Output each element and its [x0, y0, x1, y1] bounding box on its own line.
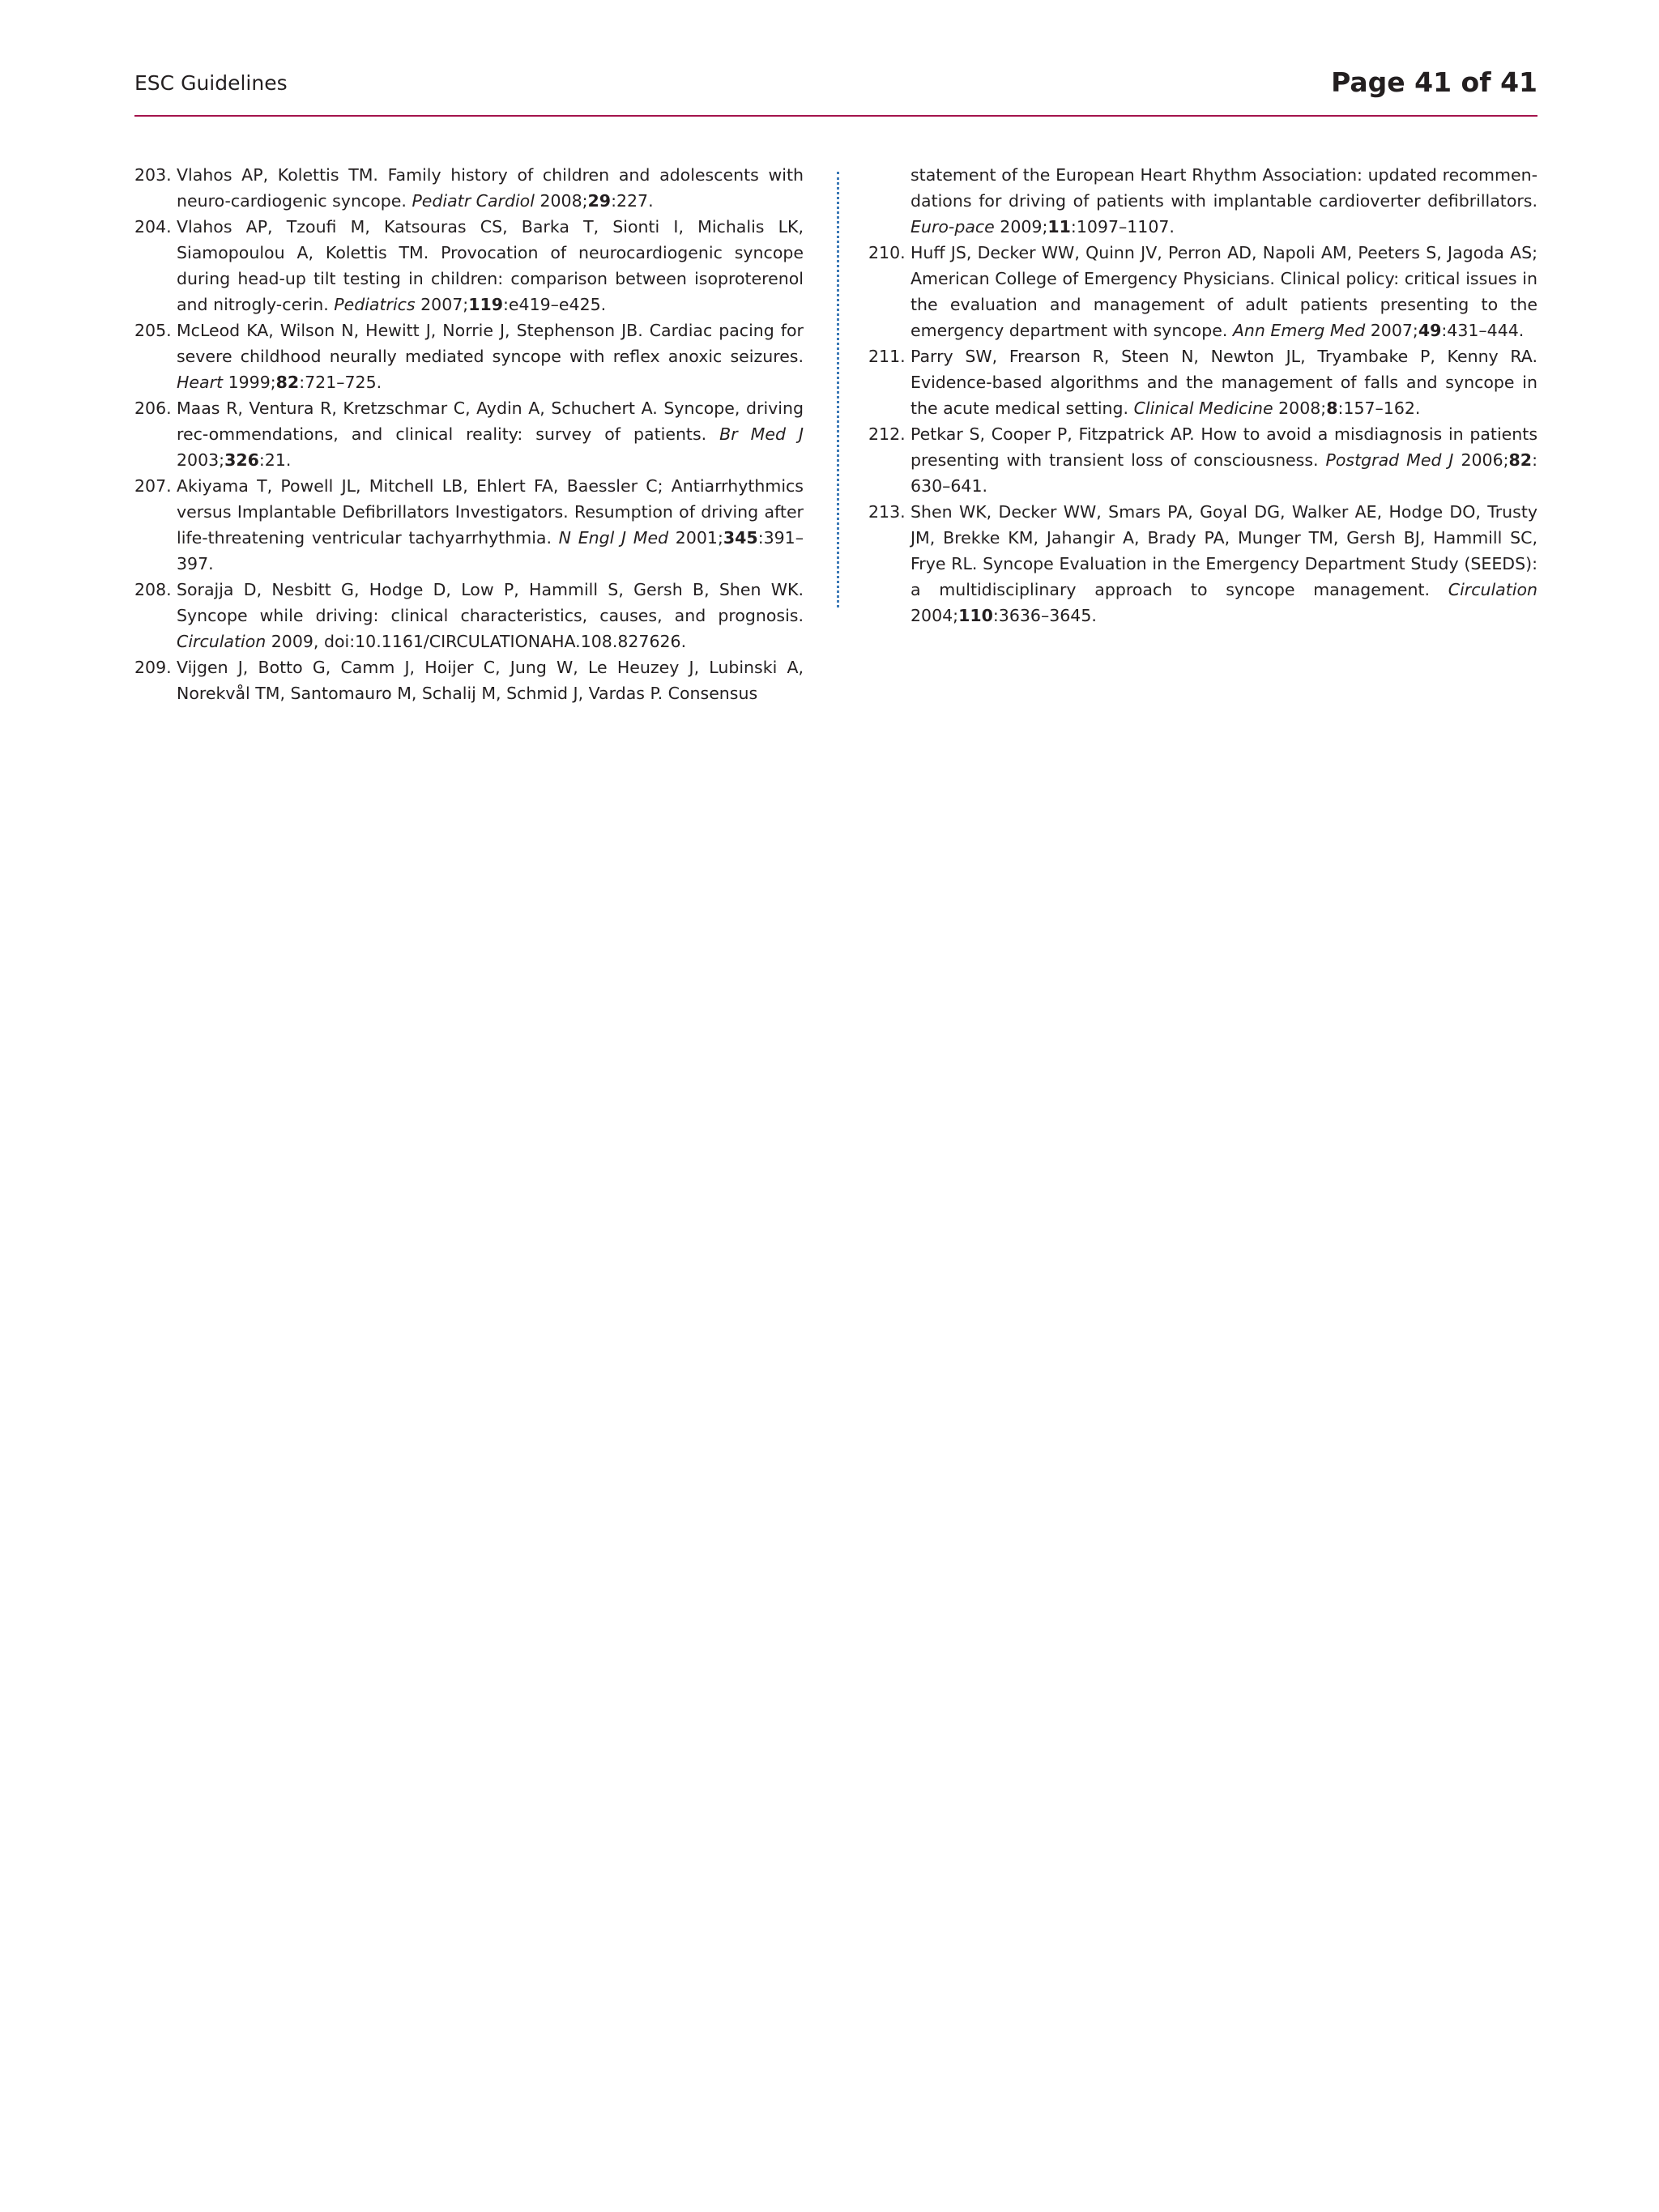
reference-number: 205. [134, 321, 172, 340]
reference-number: 210. [868, 243, 906, 262]
reference-year: 2007; [1365, 321, 1418, 340]
reference-year: 2003; [177, 450, 225, 470]
reference-volume: 11 [1047, 217, 1071, 237]
reference-pages: doi:10.1161/CIRCULATIONAHA.108.827626. [318, 632, 687, 651]
header-rule [134, 115, 1537, 117]
reference-item [134, 318, 804, 395]
reference-number: 203. [134, 165, 172, 185]
reference-year: 1999; [223, 373, 276, 392]
journal-name: Postgrad Med J [1325, 450, 1454, 470]
journal-name: Br Med J [719, 424, 804, 444]
reference-text: Vlahos AP, Kolettis TM. Family history of children and adolescents with neuro-cardiogenic syncope. [177, 165, 804, 211]
running-section-title: ESC Guidelines [134, 71, 288, 95]
reference-volume: 49 [1418, 321, 1442, 340]
reference-pages: :721–725. [299, 373, 382, 392]
reference-item [134, 162, 804, 214]
reference-item [868, 343, 1537, 421]
reference-pages: :3636–3645. [992, 606, 1097, 625]
page-number: Page 41 of 41 [1331, 66, 1537, 98]
reference-item [868, 240, 1537, 343]
references-column-left [134, 162, 804, 706]
reference-volume: 110 [958, 606, 993, 625]
reference-year: 2006; [1453, 450, 1509, 470]
reference-volume: 345 [723, 528, 758, 548]
journal-name: Pediatr Cardiol [412, 191, 535, 211]
reference-pages: :157–162. [1337, 399, 1421, 418]
reference-year: 2009, [266, 632, 319, 651]
reference-number: 211. [868, 347, 906, 366]
reference-volume: 119 [468, 295, 504, 314]
reference-item [868, 499, 1537, 629]
reference-number: 207. [134, 476, 172, 496]
reference-pages: : 630–641. [911, 450, 1537, 496]
reference-year: 2008; [1273, 399, 1327, 418]
reference-text: Shen WK, Decker WW, Smars PA, Goyal DG, Walker AE, Hodge DO, Trusty JM, Brekke KM, Jahangir A, Brady PA, Munger TM, Gersh BJ, Hammill SC, Frye RL. Syncope Evaluation in the Emergency Department Study (SEEDS): a multidisciplinary approach to syncope management. [911, 502, 1537, 599]
reference-text: Huff JS, Decker WW, Quinn JV, Perron AD, Napoli AM, Peeters S, Jagoda AS; American College of Emergency Physicians. Clinical policy: critical issues in the evaluation and management of adult patients presenting to the emergency department with syncope. [911, 243, 1537, 340]
reference-year: 2007; [415, 295, 469, 314]
reference-pages: :431–444. [1441, 321, 1525, 340]
reference-item [134, 473, 804, 577]
reference-number: 212. [868, 424, 906, 444]
journal-name: Circulation [1448, 580, 1537, 599]
reference-text: Sorajja D, Nesbitt G, Hodge D, Low P, Hammill S, Gersh B, Shen WK. Syncope while driving: clinical characteristics, causes, and prognosis. [177, 580, 804, 625]
journal-name: Heart [177, 373, 224, 392]
reference-number: 204. [134, 217, 172, 237]
reference-item [868, 421, 1537, 499]
reference-volume: 8 [1326, 399, 1338, 418]
page-header [134, 66, 1537, 99]
reference-pages: :227. [611, 191, 654, 211]
reference-year: 2009; [994, 217, 1048, 237]
reference-text: Maas R, Ventura R, Kretzschmar C, Aydin A, Schuchert A. Syncope, driving rec-ommendations, and clinical reality: survey of patients. [177, 399, 804, 444]
reference-item [134, 214, 804, 318]
reference-item [134, 577, 804, 654]
reference-volume: 82 [1508, 450, 1533, 470]
reference-year: 2004; [911, 606, 959, 625]
reference-number: 206. [134, 399, 172, 418]
journal-name: Euro-pace [911, 217, 995, 237]
reference-volume: 82 [275, 373, 300, 392]
reference-number: 209. [134, 658, 172, 677]
reference-continuation [868, 162, 1537, 240]
reference-number: 208. [134, 580, 172, 599]
reference-pages: :e419–e425. [503, 295, 607, 314]
journal-name: Circulation [177, 632, 267, 651]
reference-volume: 29 [587, 191, 612, 211]
reference-text: statement of the European Heart Rhythm Association: updated recommen-dations for driving of patients with implantable cardioverter defibrillators. [911, 165, 1537, 211]
reference-pages: :1097–1107. [1070, 217, 1175, 237]
reference-item [134, 395, 804, 473]
reference-text: Parry SW, Frearson R, Steen N, Newton JL, Tryambake P, Kenny RA. Evidence-based algorithms and the management of falls and syncope in the acute medical setting. [911, 347, 1537, 418]
journal-name: Ann Emerg Med [1232, 321, 1366, 340]
journal-name: Pediatrics [334, 295, 416, 314]
journal-name: N Engl J Med [558, 528, 669, 548]
references-column-right [868, 162, 1537, 629]
reference-text: Akiyama T, Powell JL, Mitchell LB, Ehlert FA, Baessler C; Antiarrhythmics versus Implantable Defibrillators Investigators. Resumption of driving after life-threatening ventricular tachyarrhythmia. [177, 476, 804, 548]
reference-number: 213. [868, 502, 906, 522]
reference-text: Vijgen J, Botto G, Camm J, Hoijer C, Jung W, Le Heuzey J, Lubinski A, Norekvål TM, Santomauro M, Schalij M, Schmid J, Vardas P. Consensus [177, 658, 804, 703]
reference-text: Vlahos AP, Tzoufi M, Katsouras CS, Barka T, Sionti I, Michalis LK, Siamopoulou A, Kolettis TM. Provocation of neurocardiogenic syncope during head-up tilt testing in children: comparison between isoproterenol and nitrogly-cerin. [177, 217, 804, 314]
reference-pages: :21. [258, 450, 292, 470]
reference-pages: :391–397. [177, 528, 804, 573]
reference-text: Petkar S, Cooper P, Fitzpatrick AP. How to avoid a misdiagnosis in patients presenting with transient loss of consciousness. [911, 424, 1537, 470]
reference-text: McLeod KA, Wilson N, Hewitt J, Norrie J, Stephenson JB. Cardiac pacing for severe childhood neurally mediated syncope with reflex anoxic seizures. [177, 321, 804, 366]
journal-name: Clinical Medicine [1133, 399, 1273, 418]
reference-item [134, 654, 804, 706]
reference-year: 2008; [534, 191, 588, 211]
reference-volume: 326 [224, 450, 259, 470]
reference-year: 2001; [668, 528, 723, 548]
column-divider [837, 172, 839, 607]
